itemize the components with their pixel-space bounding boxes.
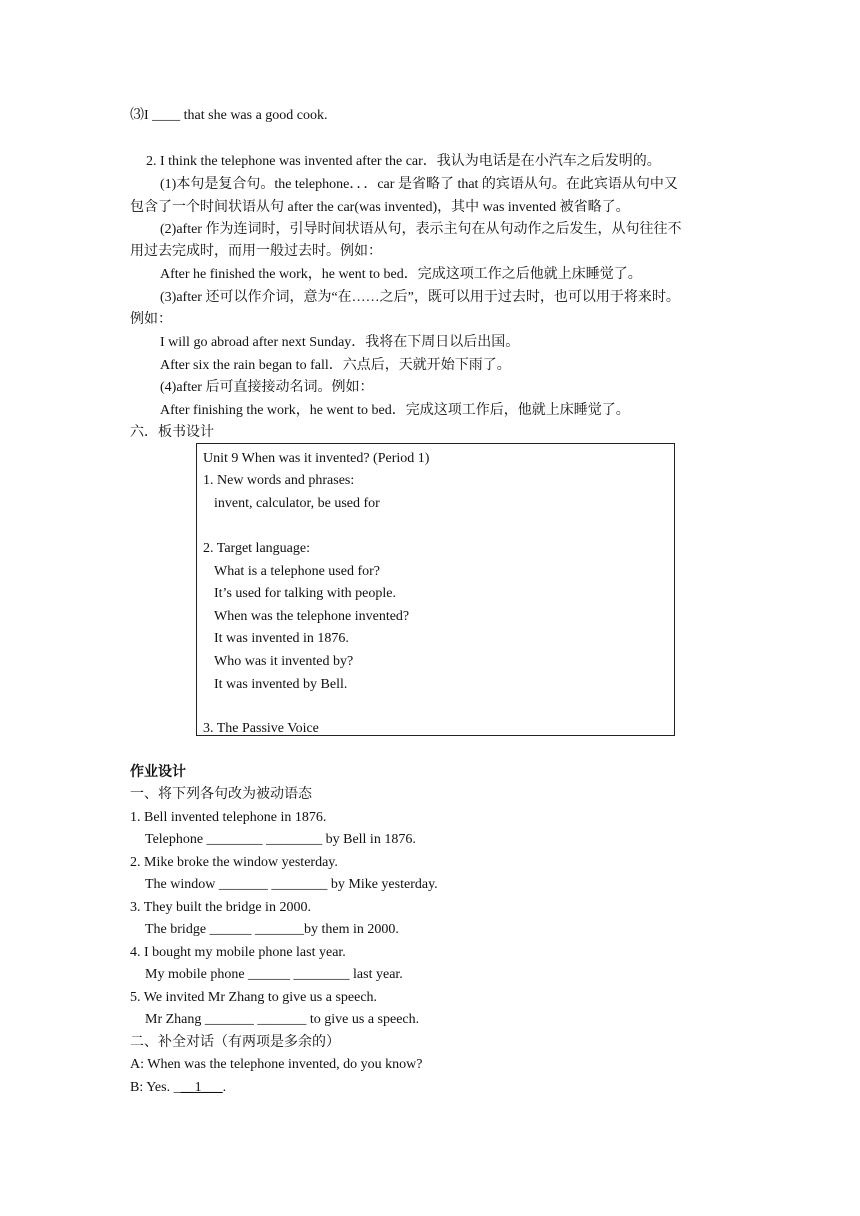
example-line-3: ⑶I ____ that she was a good cook. xyxy=(130,108,328,123)
exercise-1-q5: 5. We invited Mr Zhang to give us a speech. xyxy=(130,990,378,1005)
board-language-6: It was invented by Bell. xyxy=(214,677,348,692)
board-language-5: Who was it invented by? xyxy=(214,654,354,669)
exercise-1-a3: The bridge ______ _______by them in 2000. xyxy=(145,922,399,937)
board-language-1: What is a telephone used for? xyxy=(214,564,380,579)
point-2-2-line-2: 用过去完成时，而用一般过去时。例如： xyxy=(130,244,382,259)
point-2-1-line-2: 包含了一个时间状语从句 after the car(was invented)，其中 was invented 被省略了。 xyxy=(130,200,630,215)
exercise-1-q3: 3. They built the bridge in 2000. xyxy=(130,900,311,915)
exercise-1-a2: The window _______ ________ by Mike yesterday. xyxy=(145,877,438,892)
board-design-box xyxy=(196,443,675,736)
board-title: Unit 9 When was it invented? (Period 1) xyxy=(203,451,430,466)
exercise-1-a1: Telephone ________ ________ by Bell in 1876. xyxy=(145,832,416,847)
point-2-4-line: (4)after 后可直接接动名词。例如： xyxy=(160,380,374,395)
point-2-3-example-1: I will go abroad after next Sunday．我将在下周日以后出国。 xyxy=(160,335,520,350)
dialogue-blank-1: __1___ xyxy=(180,1080,223,1095)
exercise-1-a5: Mr Zhang _______ _______ to give us a speech. xyxy=(145,1012,420,1027)
exercise-2-heading: 二、补全对话（有两项是多余的） xyxy=(130,1035,340,1050)
exercise-1-heading: 一、将下列各句改为被动语态 xyxy=(130,787,312,802)
dialogue-line-b xyxy=(130,1079,226,1097)
point-2-2-line-1: (2)after 作为连词时，引导时间状语从句，表示主句在从句动作之后发生，从句往往不 xyxy=(160,222,682,237)
exercise-1-q2: 2. Mike broke the window yesterday. xyxy=(130,855,338,870)
exercise-1-q4: 4. I bought my mobile phone last year. xyxy=(130,945,346,960)
dialogue-line-a: A: When was the telephone invented, do you know? xyxy=(130,1057,423,1072)
homework-heading: 作业设计 xyxy=(130,765,186,780)
point-2-2-example: After he finished the work，he went to bed．完成这项工作之后他就上床睡觉了。 xyxy=(160,267,642,282)
board-words-heading: 1. New words and phrases: xyxy=(203,473,355,488)
point-2-4-example: After finishing the work，he went to bed．完成这项工作后，他就上床睡觉了。 xyxy=(160,403,630,418)
board-language-heading: 2. Target language: xyxy=(203,541,310,556)
board-language-3: When was the telephone invented? xyxy=(214,609,410,624)
exercise-1-a4: My mobile phone ______ ________ last year. xyxy=(145,967,403,982)
board-language-2: It’s used for talking with people. xyxy=(214,586,396,601)
board-passive-voice: 3. The Passive Voice xyxy=(203,721,319,736)
point-2-heading: 2. I think the telephone was invented after the car．我认为电话是在小汽车之后发明的。 xyxy=(146,154,661,169)
board-words: invent, calculator, be used for xyxy=(214,496,380,511)
point-2-3-line-2: 例如： xyxy=(130,312,172,327)
dialogue-b-suffix: . xyxy=(222,1080,227,1095)
point-2-1-line-1: (1)本句是复合句。the telephone．．．car 是省略了 that 的宾语从句。在此宾语从句中又 xyxy=(160,177,678,192)
section-6-heading: 六．板书设计 xyxy=(130,425,214,440)
point-2-3-example-2: After six the rain began to fall．六点后，天就开始下雨了。 xyxy=(160,358,511,373)
board-language-4: It was invented in 1876. xyxy=(214,631,349,646)
dialogue-b-prefix: B: Yes. _ xyxy=(130,1080,181,1095)
point-2-3-line-1: (3)after 还可以作介词，意为“在……之后”，既可以用于过去时，也可以用于将来时。 xyxy=(160,290,680,305)
exercise-1-q1: 1. Bell invented telephone in 1876. xyxy=(130,810,327,825)
